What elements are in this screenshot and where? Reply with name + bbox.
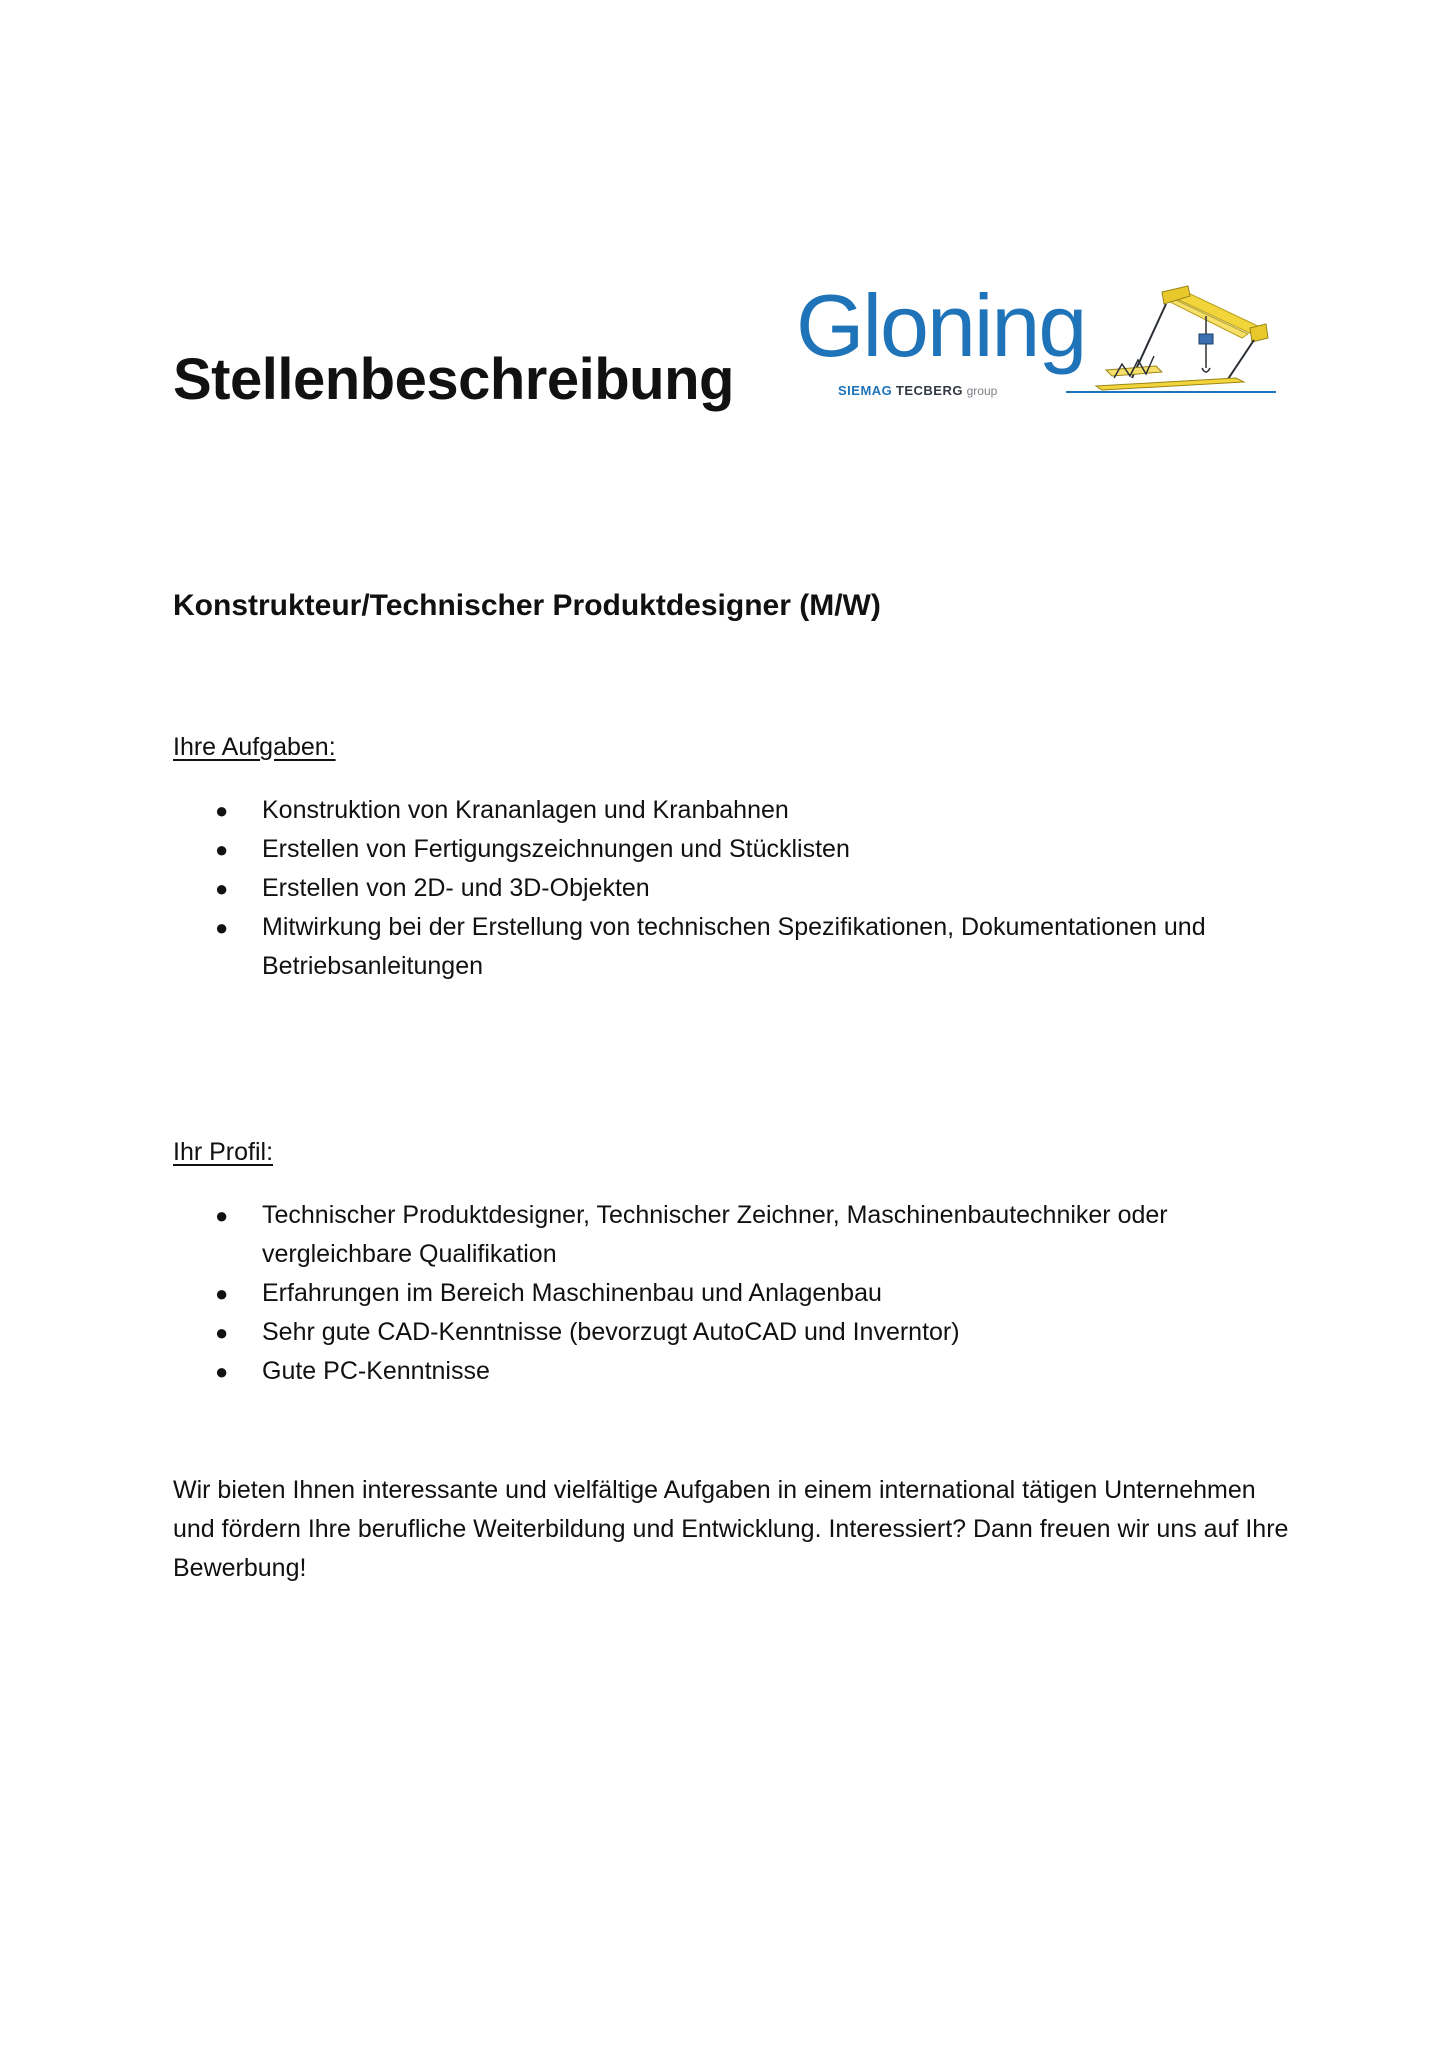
list-item xyxy=(173,791,1303,830)
list-item xyxy=(173,1313,1303,1352)
task-item-text: Konstruktion von Krananlagen und Kranbahnen xyxy=(262,796,789,824)
crane-icon xyxy=(1066,282,1276,407)
bullet-icon: ● xyxy=(215,876,229,901)
task-item-text: Erstellen von Fertigungszeichnungen und Stücklisten xyxy=(262,835,850,863)
logo-sub-brand-3: group xyxy=(966,384,998,398)
job-title: Konstrukteur/Technischer Produktdesigner (M/W) xyxy=(173,589,881,622)
profile-list xyxy=(173,1196,1303,1391)
tasks-list xyxy=(173,791,1303,986)
bullet-icon: ● xyxy=(215,915,229,940)
logo-sub-brand-1: SIEMAG xyxy=(838,383,893,398)
logo-sub-brand-2: TECBERG xyxy=(895,383,963,398)
logo-subline xyxy=(838,384,997,397)
bullet-icon: ● xyxy=(215,1359,229,1384)
logo-wordmark: Gloning xyxy=(796,276,1086,375)
profile-item-text: Sehr gute CAD-Kenntnisse (bevorzugt AutoCAD und Inverntor) xyxy=(262,1318,960,1346)
bullet-icon: ● xyxy=(215,1320,229,1345)
list-item xyxy=(173,908,1303,986)
list-item xyxy=(173,1196,1303,1274)
task-item-text: Mitwirkung bei der Erstellung von technischen Spezifikationen, Dokumentationen und Betriebsanleitungen xyxy=(262,913,1206,980)
bullet-icon: ● xyxy=(215,1281,229,1306)
page-title: Stellenbeschreibung xyxy=(173,347,734,412)
profile-item-text: Technischer Produktdesigner, Technischer Zeichner, Maschinenbautechniker oder vergleichbare Qualifikation xyxy=(262,1201,1168,1268)
profile-item-text: Erfahrungen im Bereich Maschinenbau und Anlagenbau xyxy=(262,1279,882,1307)
list-item xyxy=(173,830,1303,869)
list-item xyxy=(173,869,1303,908)
list-item xyxy=(173,1274,1303,1313)
profile-heading: Ihr Profil: xyxy=(173,1138,274,1166)
bullet-icon: ● xyxy=(215,1203,229,1228)
task-item-text: Erstellen von 2D- und 3D-Objekten xyxy=(262,874,650,902)
company-logo xyxy=(796,276,1276,407)
list-item xyxy=(173,1352,1303,1391)
bullet-icon: ● xyxy=(215,837,229,862)
bullet-icon: ● xyxy=(215,798,229,823)
tasks-heading: Ihre Aufgaben: xyxy=(173,733,336,761)
profile-item-text: Gute PC-Kenntnisse xyxy=(262,1357,490,1385)
closing-paragraph: Wir bieten Ihnen interessante und vielfältige Aufgaben in einem international tätigen Unternehmen und fördern Ihre berufliche Weiterbildung und Entwicklung. Interessiert? Dann freuen wir uns auf Ihre Bewerbung! xyxy=(173,1476,1289,1582)
